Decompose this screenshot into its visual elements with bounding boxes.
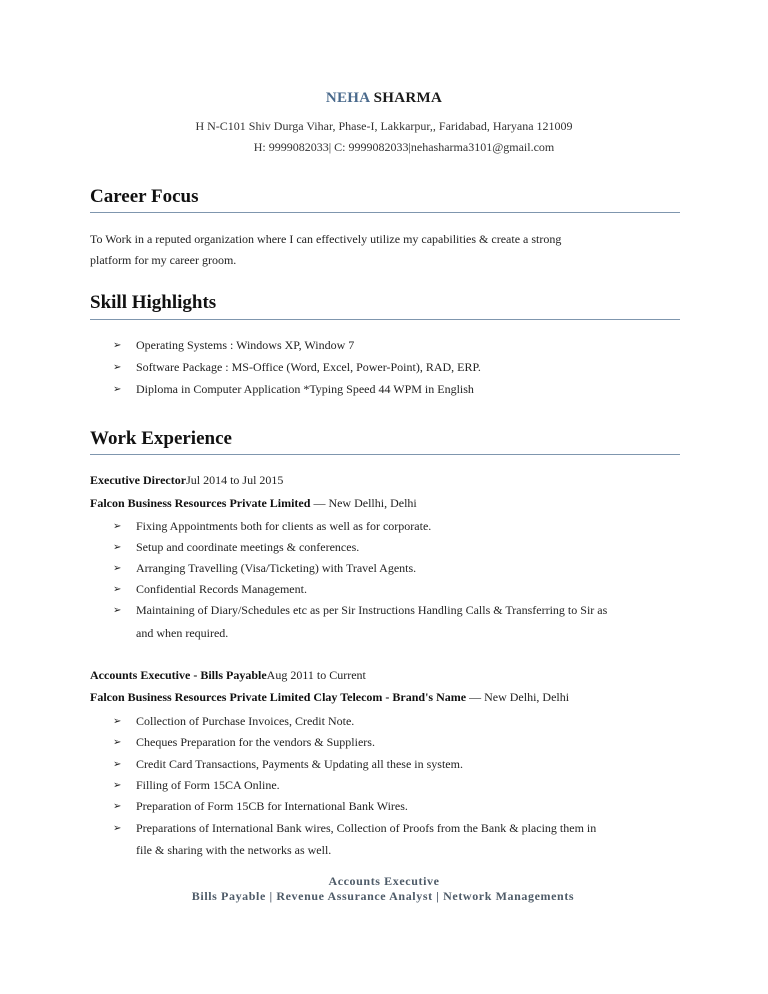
job-2-location: — New Delhi, Delhi [466,690,570,704]
job-1-duty: Fixing Appointments both for clients as well as for corporate. [136,519,432,533]
job-1-role: Executive Director [90,473,187,487]
skill-highlights-heading: Skill Highlights [90,292,217,313]
job-2-title-line [90,668,366,683]
job-2-duty: Filling of Form 15CA Online. [136,778,280,792]
job-2-duty: Credit Card Transactions, Payments & Updating all these in system. [136,757,463,771]
job-1-company-line [90,496,417,511]
job-2-duty: Collection of Purchase Invoices, Credit Note. [136,714,355,728]
job-2-duty: Preparations of International Bank wires, Collection of Proofs from the Bank & placing them in [136,821,597,835]
bullet-arrow-icon: ➢ [113,521,122,532]
first-name: NEHA [325,90,370,106]
career-focus-line-2: platform for my career groom. [90,253,237,267]
job-1-location: — New Dellhi, Delhi [310,496,417,510]
job-1-duty: Arranging Travelling (Visa/Ticketing) with Travel Agents. [136,561,417,575]
bullet-arrow-icon: ➢ [113,823,122,834]
job-2-company: Falcon Business Resources Private Limited Clay Telecom - Brand's Name [90,690,467,704]
skill-item: Software Package : MS-Office (Word, Excel, Power-Point), RAD, ERP. [136,360,481,374]
bullet-arrow-icon: ➢ [113,362,122,373]
career-focus-heading: Career Focus [90,186,199,207]
section-divider [90,212,680,213]
bullet-arrow-icon: ➢ [113,780,122,791]
job-2-dates: Aug 2011 to Current [266,668,366,682]
job-2-role: Accounts Executive - Bills Payable [90,668,267,682]
job-1-dates: Jul 2014 to Jul 2015 [186,473,284,487]
bullet-arrow-icon: ➢ [113,737,122,748]
bullet-arrow-icon: ➢ [113,542,122,553]
address-line: H N-C101 Shiv Durga Vihar, Phase-I, Lakkarpur,, Faridabad, Haryana 121009 [195,119,573,133]
footer-roles: Bills Payable | Revenue Assurance Analyst | Network Managements [191,889,575,903]
contact-line: H: 9999082033| C: 9999082033|nehasharma3101@gmail.com [253,140,555,154]
job-2-duty-continuation: file & sharing with the networks as well. [136,843,332,857]
job-2-duty: Preparation of Form 15CB for International Bank Wires. [136,799,408,813]
bullet-arrow-icon: ➢ [113,584,122,595]
skill-item: Diploma in Computer Application *Typing Speed 44 WPM in English [136,382,474,396]
bullet-arrow-icon: ➢ [113,801,122,812]
bullet-arrow-icon: ➢ [113,563,122,574]
job-1-company: Falcon Business Resources Private Limited [90,496,311,510]
skill-item: Operating Systems : Windows XP, Window 7 [136,338,355,352]
section-divider [90,454,680,455]
job-2-company-line [90,690,569,705]
bullet-arrow-icon: ➢ [113,759,122,770]
job-2-duty: Cheques Preparation for the vendors & Suppliers. [136,735,375,749]
job-1-duty: Confidential Records Management. [136,582,307,596]
section-divider [90,319,680,320]
footer-title: Accounts Executive [328,874,440,888]
bullet-arrow-icon: ➢ [113,384,122,395]
bullet-arrow-icon: ➢ [113,340,122,351]
job-1-duty: Maintaining of Diary/Schedules etc as per Sir Instructions Handling Calls & Transferring to Sir as [136,603,608,617]
bullet-arrow-icon: ➢ [113,716,122,727]
bullet-arrow-icon: ➢ [113,605,122,616]
candidate-name [0,90,768,107]
job-1-title-line [90,473,283,488]
work-experience-heading: Work Experience [90,428,232,449]
job-1-duty: Setup and coordinate meetings & conferences. [136,540,360,554]
last-name: SHARMA [373,90,443,106]
career-focus-line-1: To Work in a reputed organization where I can effectively utilize my capabilities & create a strong [90,232,562,246]
job-1-duty-continuation: and when required. [136,626,229,640]
